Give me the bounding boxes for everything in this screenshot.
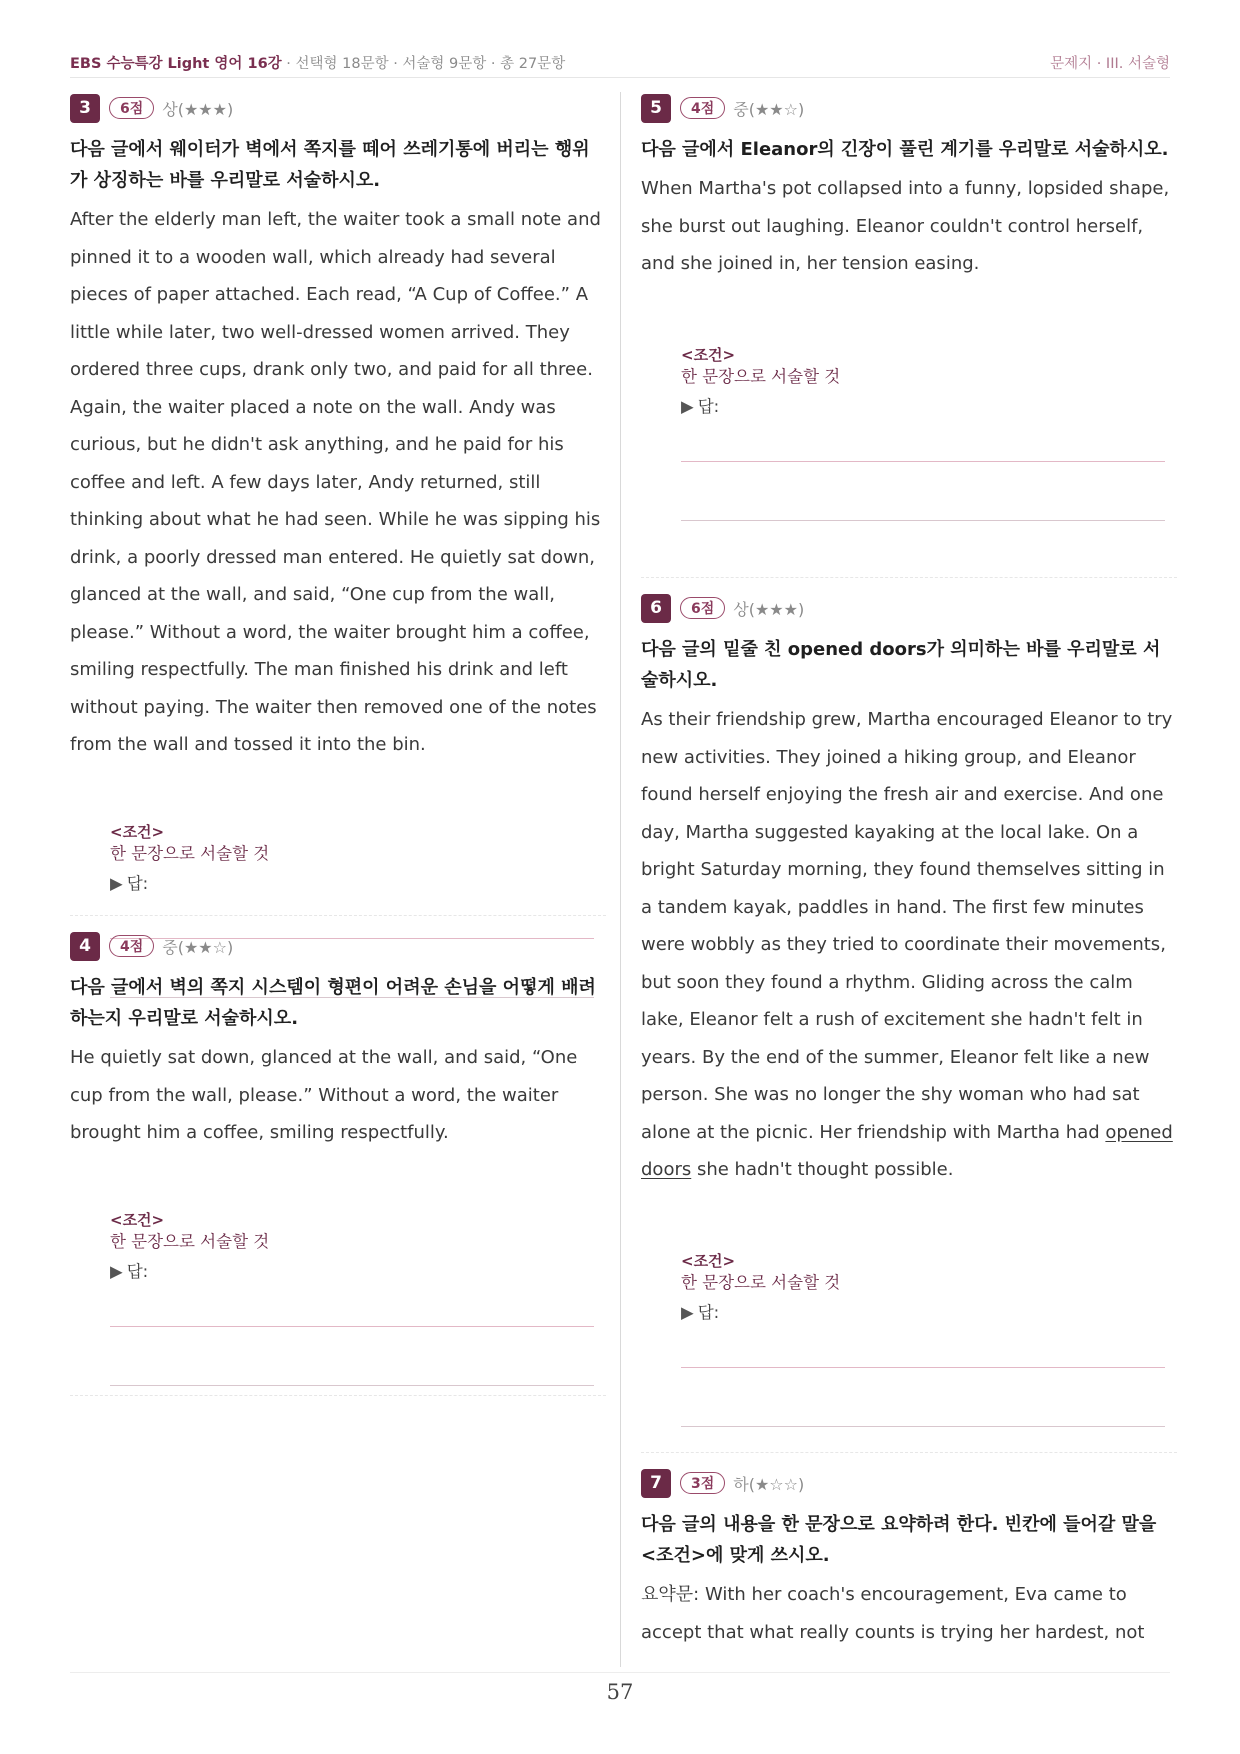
points-badge: 4점 (109, 935, 154, 957)
answer-text: 답: (697, 396, 720, 416)
header-meta: · 선택형 18문항 · 서술형 9문항 · 총 27문항 (281, 56, 566, 72)
question-prompt: 다음 글의 내용을 한 문장으로 요약하려 한다. 빈칸에 들어갈 말을 <조건>에 맞게 쓰시오. (641, 1514, 1157, 1566)
question-passage: After the elderly man left, the waiter took a small note and pinned it to a wooden wall, which already had several pieces of paper attached. Each read, “A Cup of Coffee.” A little while later, two well-dressed women arrived. They ordered three cups, drank only two, and paid for all three. Again, the waiter placed a note on the wall. Andy was curious, but he didn't ask anything, and he paid for his coffee and left. A few days later, Andy returned, still thinking about what he had seen. While he was sipping his drink, a poorly dressed man entered. He quietly sat down, glanced at the wall, and said, “One cup from the wall, please.” Without a word, the waiter brought him a coffee, smiling respectfully. The man finished his drink and left without paying. The waiter then removed one of the notes from the wall and tossed it into the bin. (70, 209, 601, 755)
question-passage: When Martha's pot collapsed into a funny, lopsided shape, she burst out laughing. Eleanor couldn't control herself, and she joined in, her tension easing. (641, 178, 1170, 274)
summary-text: 요약문: With her coach's encouragement, Eva came to accept that what really counts is trying her hardest, not (641, 1584, 1145, 1643)
condition-title: <조건> (681, 1251, 736, 1270)
answer-line[interactable] (681, 461, 1165, 462)
condition-text: 한 문장으로 서술할 것 (681, 366, 841, 386)
answer-label (681, 1301, 1177, 1325)
answer-text: 답: (697, 1302, 720, 1322)
answer-label (110, 1260, 606, 1284)
question-passage (641, 701, 1177, 1189)
answer-line[interactable] (681, 1367, 1165, 1368)
question-number: 4 (70, 932, 100, 961)
right-column (641, 92, 1177, 1651)
points-badge: 6점 (109, 97, 154, 119)
question-header (70, 930, 606, 962)
question-5 (641, 92, 1177, 578)
condition-box (110, 1210, 606, 1284)
triangle-icon: ▶ (110, 1261, 123, 1281)
points-badge: 3점 (680, 1472, 725, 1494)
condition-box (110, 822, 606, 896)
condition-title: <조건> (110, 822, 165, 841)
difficulty-label: 상(★★★) (162, 99, 234, 119)
condition-box (681, 1251, 1177, 1325)
page-header (70, 52, 1170, 78)
condition-title: <조건> (681, 345, 736, 364)
answer-line[interactable] (110, 1326, 594, 1327)
question-header (641, 1467, 1177, 1499)
answer-line[interactable] (681, 1426, 1165, 1427)
passage-text-end: she hadn't thought possible. (691, 1159, 954, 1180)
points-badge: 6점 (680, 597, 725, 619)
difficulty-label: 상(★★★) (733, 599, 805, 619)
points-badge: 4점 (680, 97, 725, 119)
header-section: 문제지 · III. 서술형 (1050, 56, 1170, 72)
question-header (70, 92, 606, 124)
footer-rule (70, 1672, 1170, 1673)
answer-label (681, 395, 1177, 419)
question-prompt: 다음 글에서 벽의 쪽지 시스템이 형편이 어려운 손님을 어떻게 배려하는지 우리말로 서술하시오. (70, 977, 596, 1029)
condition-text: 한 문장으로 서술할 것 (110, 1231, 270, 1251)
header-left (70, 52, 565, 73)
answer-label (110, 872, 606, 896)
condition-box (681, 345, 1177, 419)
question-4 (70, 930, 606, 1396)
question-7 (641, 1467, 1177, 1651)
triangle-icon: ▶ (681, 396, 694, 416)
condition-text: 한 문장으로 서술할 것 (681, 1272, 841, 1292)
question-header (641, 592, 1177, 624)
question-number: 7 (641, 1469, 671, 1498)
passage-text: As their friendship grew, Martha encouraged Eleanor to try new activities. They joined a hiking group, and Eleanor found herself enjoying the fresh air and exercise. And one day, Martha suggested kayaking at the local lake. On a bright Saturday morning, they found themselves sitting in a tandem kayak, paddles in hand. The first few minutes were wobbly as they tried to coordinate their movements, but soon they found a rhythm. Gliding across the calm lake, Eleanor felt a rush of excitement she hadn't felt in years. By the end of the summer, Eleanor felt like a new person. She was no longer the shy woman who had sat alone at the picnic. Her friendship with Martha had (641, 709, 1173, 1143)
condition-text: 한 문장으로 서술할 것 (110, 843, 270, 863)
question-header (641, 92, 1177, 124)
difficulty-label: 중(★★☆) (733, 99, 805, 119)
condition-title: <조건> (110, 1210, 165, 1229)
question-number: 5 (641, 94, 671, 123)
question-prompt: 다음 글에서 웨이터가 벽에서 쪽지를 떼어 쓰레기통에 버리는 행위가 상징하는 바를 우리말로 서술하시오. (70, 139, 590, 191)
question-6 (641, 592, 1177, 1453)
question-prompt: 다음 글의 밑줄 친 opened doors가 의미하는 바를 우리말로 서술하시오. (641, 639, 1161, 691)
question-number: 6 (641, 594, 671, 623)
triangle-icon: ▶ (681, 1302, 694, 1322)
underlined-phrase: opened doors (641, 1121, 1173, 1180)
answer-line[interactable] (110, 1385, 594, 1386)
left-column (70, 92, 606, 1396)
answer-line[interactable] (681, 520, 1165, 521)
difficulty-label: 중(★★☆) (162, 937, 234, 957)
header-brand: EBS 수능특강 Light 영어 16강 (70, 56, 282, 72)
answer-text: 답: (126, 873, 149, 893)
question-number: 3 (70, 94, 100, 123)
page-number: 57 (606, 1680, 634, 1704)
triangle-icon: ▶ (110, 873, 123, 893)
difficulty-label: 하(★☆☆) (733, 1474, 805, 1494)
question-3 (70, 92, 606, 916)
question-prompt: 다음 글에서 Eleanor의 긴장이 풀린 계기를 우리말로 서술하시오. (641, 139, 1169, 160)
answer-text: 답: (126, 1261, 149, 1281)
question-passage: He quietly sat down, glanced at the wall, and said, “One cup from the wall, please.” Without a word, the waiter brought him a coffee, smiling respectfully. (70, 1047, 578, 1143)
column-divider (620, 92, 621, 1667)
